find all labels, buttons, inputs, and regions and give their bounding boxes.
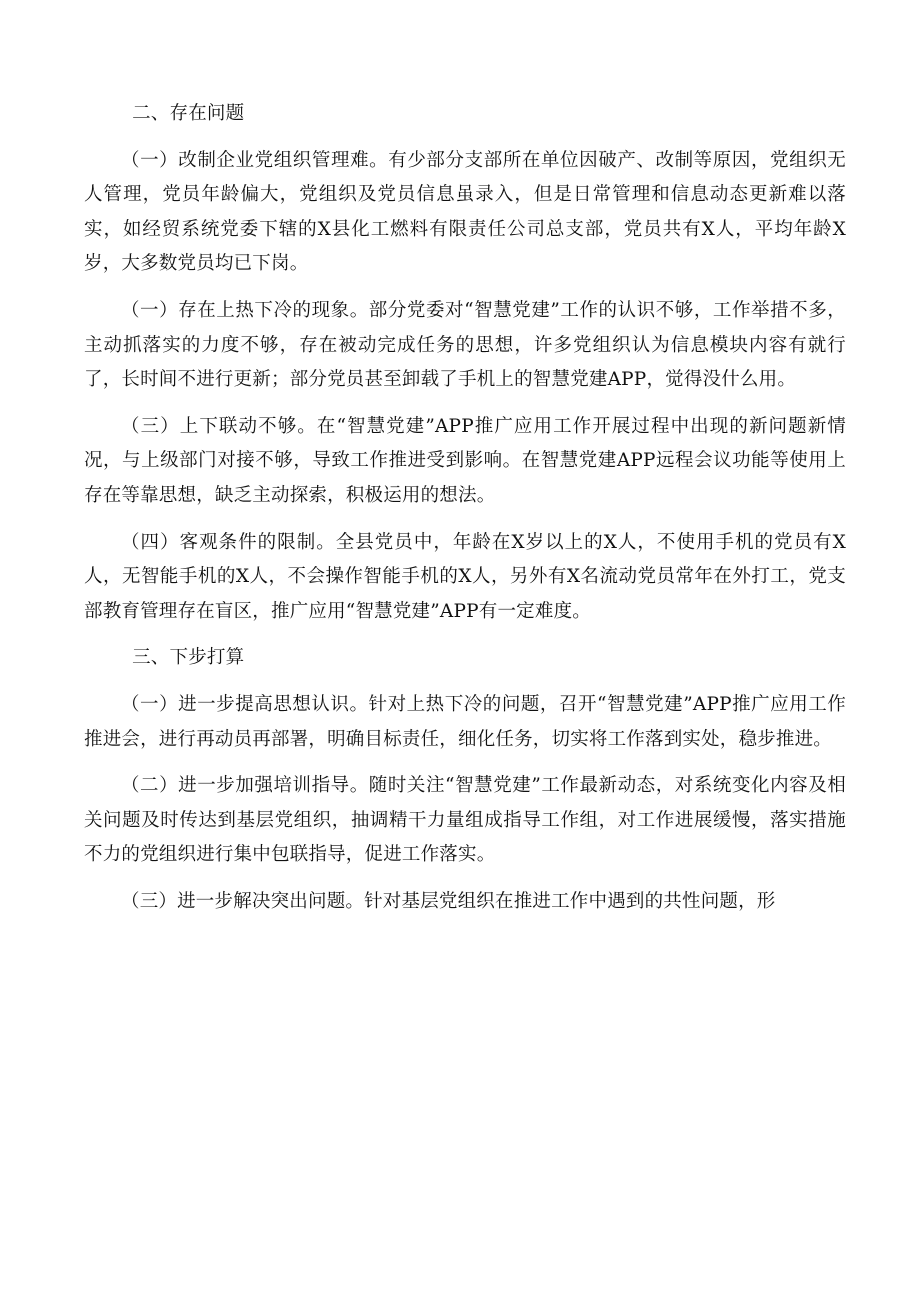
paragraph-problem-1: （一）改制企业党组织管理难。有少部分支部所在单位因破产、改制等原因，党组织无人管理，党员年龄偏大，党组织及党员信息虽录入，但是日常管理和信息动态更新难以落实，如经贸系统党委下辖的X县化工燃料有限责任公司总支部，党员共有X人，平均年龄X岁，大多数党员均已下岗。 xyxy=(84,149,846,275)
paragraph-plan-2: （二）进一步加强培训指导。随时关注“智慧党建”工作最新动态，对系统变化内容及相关问题及时传达到基层党组织，抽调精干力量组成指导工作组，对工作进展缓慢，落实措施不力的党组织进行集中包联指导，促进工作落实。 xyxy=(84,775,846,866)
paragraph-problem-4: （四）客观条件的限制。全县党员中，年龄在X岁以上的X人，不使用手机的党员有X人，无智能手机的X人，不会操作智能手机的X人，另外有X名流动党员常年在外打工，党支部教育管理存在盲区，推广应用“智慧党建”APP有一定难度。 xyxy=(84,531,846,622)
paragraph-problem-2: （一）存在上热下冷的现象。部分党委对“智慧党建”工作的认识不够，工作举措不多，主动抓落实的力度不够，存在被动完成任务的思想，许多党组织认为信息模块内容有就行了，长时间不进行更新；部分党员甚至卸载了手机上的智慧党建APP，觉得没什么用。 xyxy=(84,299,846,391)
paragraph-problem-3: （三）上下联动不够。在“智慧党建”APP推广应用工作开展过程中出现的新问题新情况，与上级部门对接不够，导致工作推进受到影响。在智慧党建APP远程会议功能等使用上存在等靠思想，缺乏主动探索，积极运用的想法。 xyxy=(84,415,846,506)
document-body xyxy=(84,97,846,919)
section-heading-next-steps: 三、下步打算 xyxy=(132,647,245,669)
paragraph-plan-3: （三）进一步解决突出问题。针对基层党组织在推进工作中遇到的共性问题，形 xyxy=(121,890,776,912)
section-heading-problems: 二、存在问题 xyxy=(132,103,245,124)
paragraph-plan-1: （一）进一步提高思想认识。针对上热下冷的问题，召开“智慧党建”APP推广应用工作推进会，进行再动员再部署，明确目标责任，细化任务，切实将工作落到实处，稳步推进。 xyxy=(84,693,846,750)
